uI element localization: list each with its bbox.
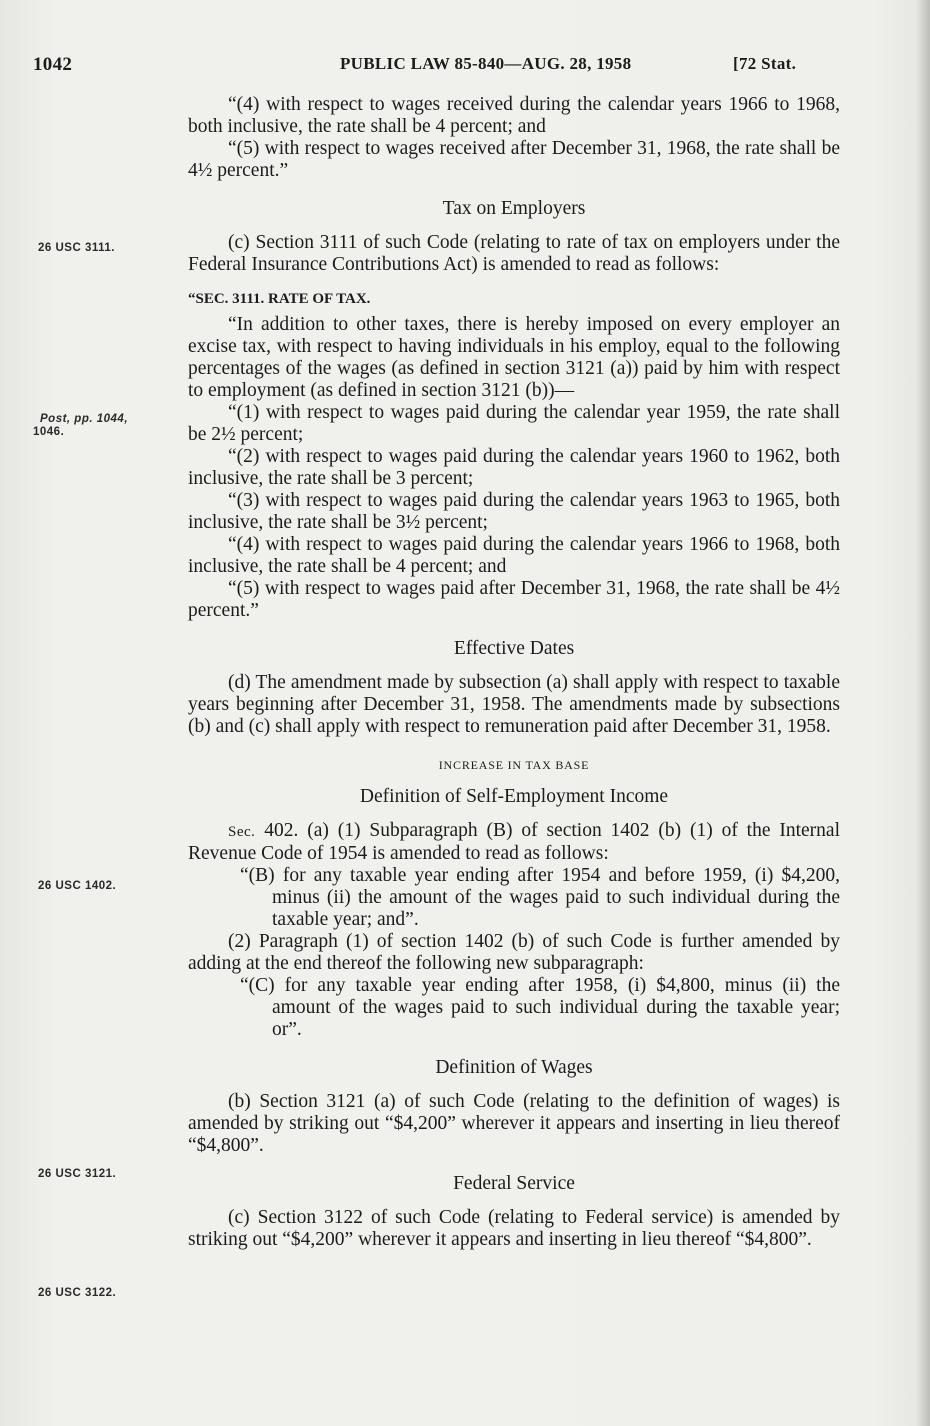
margin-note-usc-1402: 26 USC 1402. <box>38 880 117 892</box>
paragraph-sec-402 <box>188 820 840 865</box>
heading-effective-dates: Effective Dates <box>453 638 575 659</box>
clause-4-employees: “(4) with respect to wages received during the calendar years 1966 to 1968, both inclusive, the rate shall be 4 percent; and <box>188 94 840 137</box>
margin-note-post-pp: Post, pp. 1044, <box>40 413 129 425</box>
employer-clause-1: “(1) with respect to wages paid during the calendar year 1959, the rate shall be 2½ percent; <box>188 402 840 445</box>
margin-note-usc-3121: 26 USC 3121. <box>38 1168 117 1180</box>
heading-definition-self-employment: Definition of Self-Employment Income <box>359 786 669 807</box>
section-402-text: 402. (a) (1) Subparagraph (B) of section 1402 (b) (1) of the Internal Revenue Code of 1954 is amended to read as follows: <box>188 820 840 864</box>
margin-note-post-pp-cont: 1046. <box>33 426 65 438</box>
margin-note-usc-3111: 26 USC 3111. <box>38 242 115 254</box>
paragraph-b-section-3121: (b) Section 3121 (a) of such Code (relating to the definition of wages) is amended by striking out “$4,200” wherever it appears and inserting in lieu thereof “$4,800”. <box>188 1091 840 1156</box>
heading-definition-of-wages: Definition of Wages <box>435 1057 593 1078</box>
section-3111-title: “SEC. 3111. RATE OF TAX. <box>188 291 371 307</box>
employer-clause-4: “(4) with respect to wages paid during the calendar years 1966 to 1968, both inclusive, the rate shall be 4 percent; and <box>188 534 840 577</box>
subparagraph-b: “(B) for any taxable year ending after 1954 and before 1959, (i) $4,200, minus (ii) the amount of the wages paid to such individual during the taxable year; and”. <box>240 865 840 930</box>
page-number: 1042 <box>33 54 73 75</box>
paragraph-2: (2) Paragraph (1) of section 1402 (b) of such Code is further amended by adding at the end thereof the following new subparagraph: <box>188 931 840 974</box>
heading-federal-service: Federal Service <box>453 1173 575 1194</box>
heading-tax-on-employers: Tax on Employers <box>442 198 586 219</box>
paragraph-d-effective: (d) The amendment made by subsection (a) shall apply with respect to taxable years beginning after December 31, 1958. The amendments made by subsections (b) and (c) shall apply with respect to remuneration paid after December 31, 1958. <box>188 672 840 737</box>
paragraph-c-section-3122: (c) Section 3122 of such Code (relating to Federal service) is amended by striking out “$4,200” wherever it appears and inserting in lieu thereof “$4,800”. <box>188 1207 840 1250</box>
statute-volume: [72 Stat. <box>733 54 797 73</box>
section-label: Sec. <box>228 824 256 840</box>
paragraph-c-section-3111: (c) Section 3111 of such Code (relating to rate of tax on employers under the Federal Insurance Contributions Act) is amended to read as follows: <box>188 232 840 275</box>
employer-clause-5: “(5) with respect to wages paid after December 31, 1968, the rate shall be 4½ percent.” <box>188 578 840 621</box>
margin-note-usc-3122: 26 USC 3122. <box>38 1287 117 1299</box>
paragraph-in-addition: “In addition to other taxes, there is hereby imposed on every employer an excise tax, with respect to having individuals in his employ, equal to the following percentages of the wages (as defined in section 3121 (a)) paid by him with respect to employment (as defined in section 3121 (b))— <box>188 314 840 401</box>
heading-increase-in-tax-base: INCREASE IN TAX BASE <box>438 758 590 772</box>
running-title: PUBLIC LAW 85-840—AUG. 28, 1958 <box>340 54 632 73</box>
employer-clause-3: “(3) with respect to wages paid during the calendar years 1963 to 1965, both inclusive, the rate shall be 3½ percent; <box>188 490 840 533</box>
clause-5-employees: “(5) with respect to wages received after December 31, 1968, the rate shall be 4½ percent.” <box>188 138 840 181</box>
subparagraph-c: “(C) for any taxable year ending after 1958, (i) $4,800, minus (ii) the amount of the wages paid to such individual during the taxable year; or”. <box>240 975 840 1040</box>
body-text <box>188 94 840 1251</box>
employer-clause-2: “(2) with respect to wages paid during the calendar years 1960 to 1962, both inclusive, the rate shall be 3 percent; <box>188 446 840 489</box>
